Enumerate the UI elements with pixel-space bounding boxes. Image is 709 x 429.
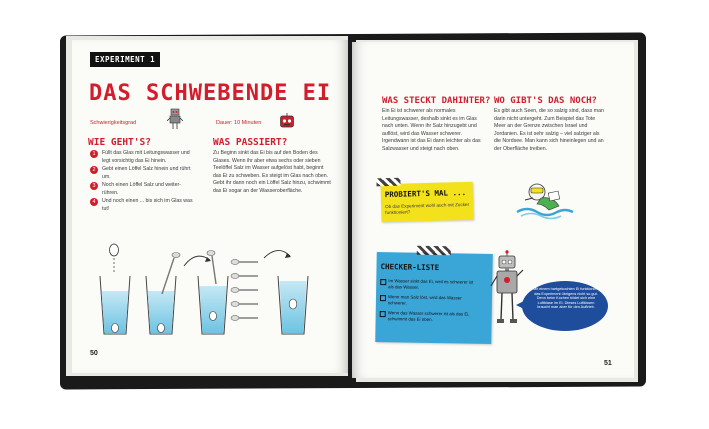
experiment-label: EXPERIMENT 1 — [90, 52, 160, 67]
step-text: Und noch einen ... bis sich im Glas was tut! — [102, 198, 193, 212]
checklist-item — [380, 294, 478, 306]
astronaut-illustration — [513, 178, 575, 222]
checkbox-icon — [380, 295, 386, 301]
checkbox-icon — [380, 279, 386, 285]
step-number: 2 — [90, 166, 98, 174]
where-text: Es gibt auch Seen, die so salzig sind, dass man darin nicht untergeht. Zum Beispiel das Tote Meer an der Grenze zwischen Israel und Jordanien. Es ist sehr salzig – viel salziger als die Nordsee. Man kann sich hineinlegen und an der Oberfläche treiben. — [494, 108, 604, 152]
step-text: Noch einen Löffel Salz und weiter-rühren. — [102, 182, 181, 196]
step-text: Füllt das Glas mit Leitungswasser und legt vorsichtig das Ei hinein. — [102, 150, 190, 164]
tape-strip — [417, 246, 451, 256]
checklist-sticky-note — [375, 252, 493, 344]
checklist-item — [380, 310, 478, 322]
how-heading: WIE GEHT'S? — [88, 137, 151, 148]
what-heading: WAS PASSIERT? — [213, 137, 288, 148]
checkbox-icon — [380, 311, 386, 317]
try-text: Ob das Experiment wohl auch mit Zucker funktioniert? — [385, 201, 470, 216]
what-text: Zu Beginn sinkt das Ei bis auf den Boden des Glases. Wenn ihr aber etwa sechs oder sieben Teelöffel Salz im Wasser aufgelöst habt, beginnt das Ei zu schweben. Es steigt im Glas nach oben. Gebt ihr dann noch ein Löffel Salz hinzu, schwimmt das Ei sogar an der Wasseroberfläche. — [213, 150, 331, 194]
step-number: 3 — [90, 182, 98, 190]
step-text: Gebt einen Löffel Salz hinein und rührt um. — [102, 166, 191, 180]
tape-strip — [376, 178, 400, 187]
difficulty-label: Schwierigkeitsgrad — [90, 120, 137, 126]
try-heading: PROBIERT'S MAL ... — [384, 187, 467, 200]
where-heading: WO GIBT'S DAS NOCH? — [494, 96, 597, 106]
step-number: 4 — [90, 198, 98, 206]
bubble-text: Mit einem hartgekochten Ei funktioniert das Experiment übrigens nicht so gut. Denn beim Kochen bildet sich eine Luftblase im Ei. Dieses Luftkissen braucht man aber für den Auftrieb. — [533, 287, 599, 310]
speech-bubble — [522, 281, 608, 331]
glass-illustration — [92, 236, 332, 341]
experiment-illustration — [92, 236, 332, 341]
duration-label: Dauer: 10 Minuten — [216, 120, 262, 126]
spoon-icon — [231, 260, 258, 321]
speech-bubble-tail — [516, 300, 526, 310]
step-number: 1 — [90, 150, 98, 158]
robot-illustration — [490, 250, 524, 328]
page-title: DAS SCHWEBENDE EI — [89, 81, 332, 106]
page-number-right: 51 — [604, 360, 612, 367]
try-sticky-note — [381, 182, 474, 222]
checklist-item-text: Im Wasser sinkt das Ei, weil es schwerer ist als das Wasser. — [388, 278, 474, 290]
checklist-item — [380, 278, 478, 290]
page-number-left: 50 — [90, 350, 98, 357]
checklist-heading: CHECKER-LISTE — [380, 262, 440, 273]
checklist-item-text: Wenn man Salz löst, wird das Wasser schwerer. — [387, 294, 462, 306]
robot-head-icon — [279, 113, 295, 129]
checklist-items — [380, 278, 478, 322]
robot-icon — [167, 108, 183, 130]
checklist-item-text: Wenn das Wasser schwerer ist als das Ei, schwimmt das Ei oben. — [387, 310, 470, 322]
behind-text: Ein Ei ist schwerer als normales Leitungswasser, deshalb sinkt es im Glas nach unten. Wenn ihr Salz hinzugebt und auflöst, wird das Wasser schwerer. Irgendwann ist das Ei dann leichter als das Salzwasser und steigt nach oben. — [382, 108, 481, 152]
behind-heading: WAS STECKT DAHINTER? — [382, 96, 491, 106]
